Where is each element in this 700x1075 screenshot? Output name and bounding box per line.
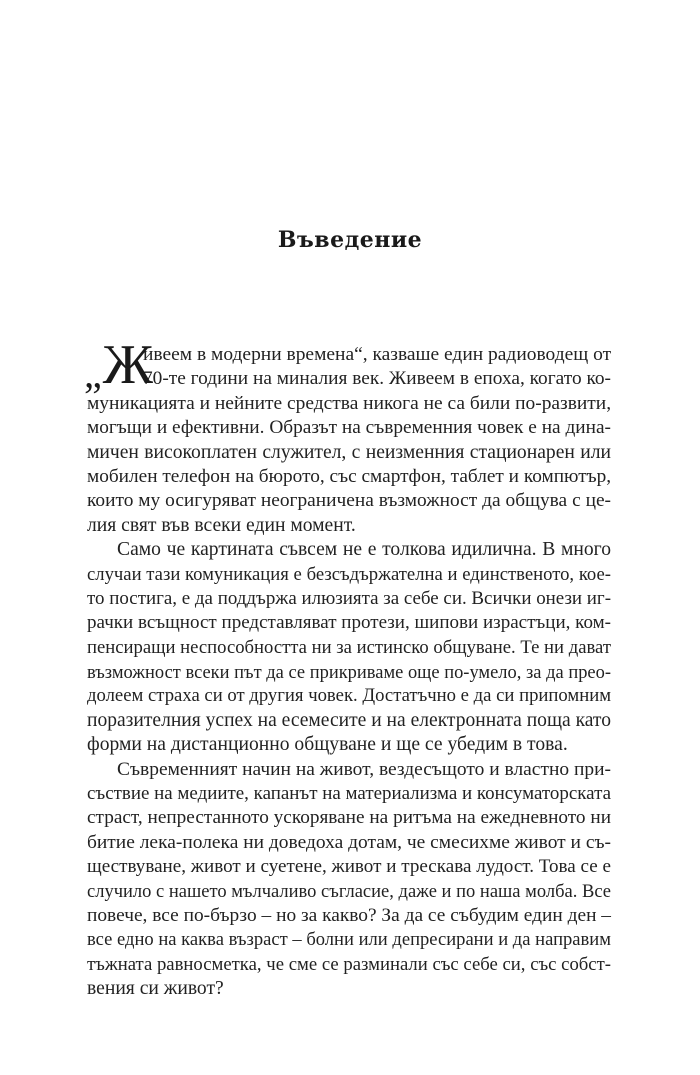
paragraph-3 bbox=[87, 758, 611, 1002]
drop-cap-letter: Ж bbox=[102, 334, 153, 396]
text-line: ществуване, живот и суетене, живот и трескава лудост. Това се е bbox=[87, 856, 611, 878]
text-line: 70-те години на миналия век. Живеем в епоха, когато ко- bbox=[143, 368, 611, 390]
text-line: възможност всеки път да се прикриваме още по-умело, за да прео- bbox=[87, 662, 611, 683]
text-line: които му осигуряват неограничена възможност да общува с це- bbox=[87, 490, 611, 512]
text-line: поразителния успех на есемесите и на електронната поща като bbox=[87, 709, 611, 731]
drop-cap-quote: „ bbox=[84, 351, 102, 396]
paragraph-2 bbox=[87, 538, 611, 758]
text-line: вения си живот? bbox=[87, 978, 224, 1000]
text-line: повече, все по-бързо – но за какво? За да се събудим един ден – bbox=[87, 904, 611, 926]
drop-cap bbox=[84, 334, 153, 398]
text-line: битие лека-полека ни доведоха дотам, че смесихме живот и съ- bbox=[87, 831, 611, 853]
paragraph-1 bbox=[84, 334, 612, 538]
text-line: страст, непрестанното ускоряване на ритъма на ежедневното ни bbox=[87, 807, 611, 829]
text-line: съствие на медиите, капанът на материализма и консуматорската bbox=[87, 783, 611, 805]
text-line: ивеем в модерни времена“, казваше един радиоводещ от bbox=[143, 344, 612, 365]
text-line: все едно на каква възраст – болни или депресирани и да направим bbox=[87, 929, 611, 951]
text-line: мичен високоплатен служител, с неизменния стационарен или bbox=[87, 441, 611, 463]
text-line: муникацията и нейните средства никога не са били по-развити, bbox=[87, 392, 612, 414]
text-line: форми на дистанционно общуване и ще се убедим в това. bbox=[87, 734, 568, 756]
text-line: могъщи и ефективни. Образът на съвременния човек е на дина- bbox=[87, 417, 611, 439]
text-line: Съвременният начин на живот, вездесъщото и властно при- bbox=[117, 758, 611, 780]
text-line: рачки всъщност представляват протези, шипови израстъци, ком- bbox=[87, 612, 611, 634]
text-line: то постига, е да поддържа илюзията за себе си. Всички онези иг- bbox=[87, 587, 611, 609]
text-line: мобилен телефон на бюрото, със смартфон, таблет и компютър, bbox=[87, 465, 612, 487]
chapter-title: Въведение bbox=[277, 226, 423, 253]
body-text bbox=[84, 334, 612, 1002]
text-line: случило с нашето мълчаливо съгласие, даже и по наша молба. Все bbox=[87, 881, 611, 902]
text-line: лия свят във всеки един момент. bbox=[87, 514, 356, 536]
text-line: пенсиращи неспособността ни за истинско общуване. Те ни дават bbox=[87, 636, 611, 658]
text-line: Само че картината съвсем не е толкова идилична. В много bbox=[117, 539, 611, 561]
text-line: случаи тази комуникация е безсъдържателна и единственото, кое- bbox=[87, 563, 611, 585]
text-line: долеем страха си от другия човек. Достатъчно е да си припомним bbox=[87, 685, 612, 707]
text-line: тъжната равносметка, че сме се разминали със себе си, със собст- bbox=[87, 953, 611, 975]
